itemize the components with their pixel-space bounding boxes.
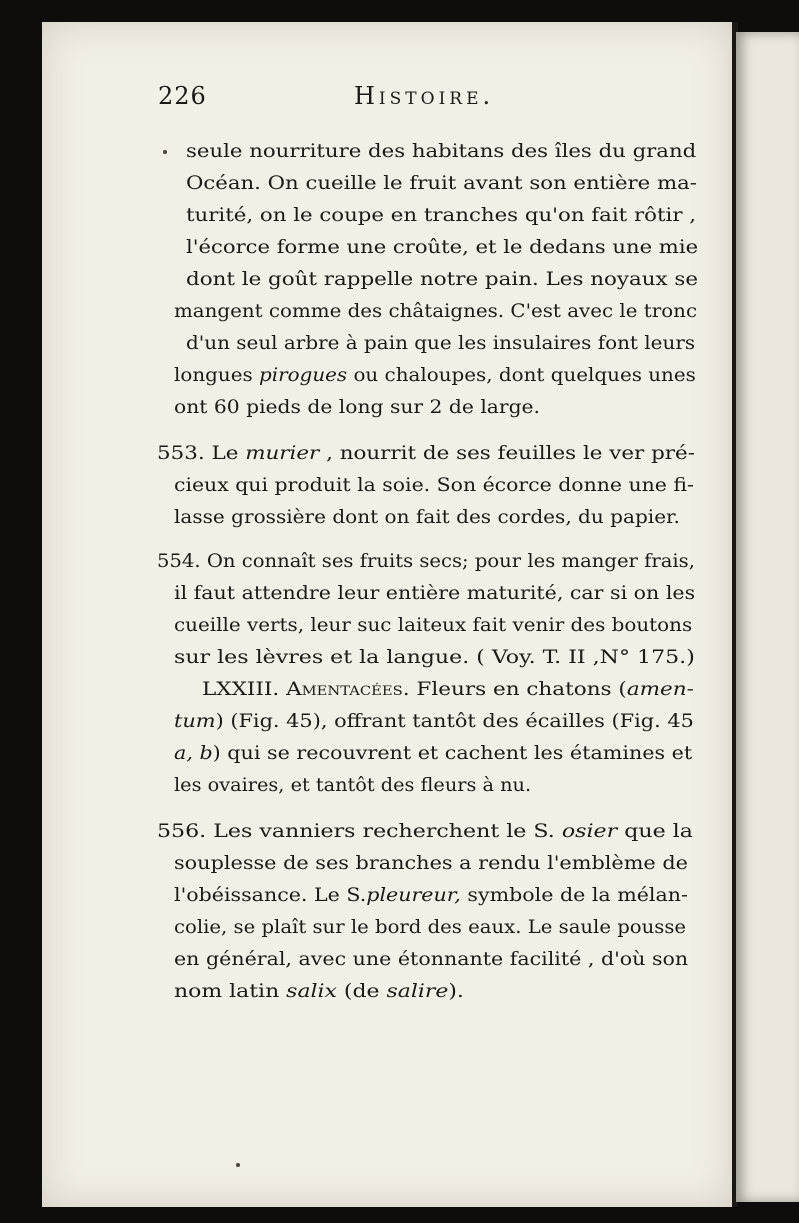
text-run: ont 60 pieds de long sur 2 de large. [174, 396, 541, 418]
text-run: sur les lèvres et la langue. ( Voy. T. II ,N° 175.) [174, 646, 695, 668]
text-run: mangent comme des châtaignes. C'est avec le tronc [174, 300, 698, 322]
italic-term: salix [286, 980, 337, 1002]
text-line [174, 398, 540, 417]
text-line [186, 334, 695, 353]
text-run: ). [448, 980, 464, 1002]
text-run: (de [336, 980, 387, 1002]
text-run: 553. Le [157, 442, 246, 464]
paper-speck [236, 1163, 240, 1167]
text-run: Océan. On cueille le fruit avant son entière ma- [186, 172, 697, 194]
text-line [174, 302, 697, 321]
italic-term: amen- [626, 678, 694, 700]
text-run: Fleurs en chatons ( [409, 678, 627, 700]
text-run: ) (Fig. 45), offrant tantôt des écailles (Fig. 45 [215, 710, 694, 732]
text-run: cueille verts, leur suc laiteux fait venir des boutons [174, 614, 693, 636]
text-run: l'écorce forme une croûte, et le dedans une mie [186, 236, 699, 258]
text-line [174, 886, 688, 905]
text-run: dont le goût rappelle notre pain. Les noyaux se [186, 268, 699, 290]
text-line [186, 206, 696, 225]
text-run: d'un seul arbre à pain que les insulaires font leurs [186, 332, 696, 354]
text-line [202, 680, 694, 699]
text-line [157, 444, 695, 463]
text-line [174, 712, 694, 731]
text-line [157, 822, 693, 841]
text-line [174, 476, 694, 495]
text-line [174, 508, 680, 527]
text-run: seule nourriture des habitans des îles du grand [186, 140, 697, 162]
italic-term: pirogues [259, 364, 348, 386]
text-run: lasse grossière dont on fait des cordes, du papier. [174, 506, 680, 528]
text-line [174, 918, 686, 937]
text-run: cieux qui produit la soie. Son écorce donne une fi- [174, 474, 694, 496]
text-line [174, 982, 464, 1001]
text-line [174, 648, 695, 667]
text-line [174, 744, 692, 763]
text-run: ) qui se recouvrent et cachent les étamines et [212, 742, 693, 764]
text-run: l'obéissance. Le S. [174, 884, 367, 906]
page-number: 226 [158, 82, 207, 110]
text-run: les ovaires, et tantôt des fleurs à nu. [174, 774, 532, 796]
text-run: il faut attendre leur entière maturité, car si on les [174, 582, 696, 604]
italic-term: murier [245, 442, 320, 464]
text-line [174, 366, 696, 385]
text-run: 554. On connaît ses fruits secs; pour les manger frais, [157, 550, 695, 572]
text-run: en général, avec une étonnante facilité , d'où son [174, 948, 689, 970]
italic-term: tum [174, 710, 216, 732]
italic-term: osier [561, 820, 618, 842]
text-run: nom latin [174, 980, 287, 1002]
text-run: , nourrit de ses feuilles le ver pré- [319, 442, 695, 464]
text-run: colie, se plaît sur le bord des eaux. Le saule pousse [174, 916, 687, 938]
text-run: LXXIII. [202, 678, 287, 700]
italic-term: salire [386, 980, 449, 1002]
text-run: longues [174, 364, 260, 386]
italic-term: a, b [174, 742, 213, 764]
running-header [158, 82, 495, 110]
text-run: symbole de la mélan- [460, 884, 688, 906]
text-line [174, 616, 692, 635]
text-line [174, 950, 688, 969]
text-line [174, 776, 531, 795]
text-run: que la [617, 820, 693, 842]
text-run: turité, on le coupe en tranches qu'on fait rôtir , [186, 204, 697, 226]
italic-term: pleureur, [366, 884, 461, 906]
text-line [174, 854, 688, 873]
text-line [174, 584, 695, 603]
text-run: ou chaloupes, dont quelques unes [347, 364, 696, 386]
text-line [186, 174, 697, 193]
text-run: 556. Les vanniers recherchent le S. [157, 820, 562, 842]
text-run: souplesse de ses branches a rendu l'emblème de [174, 852, 688, 874]
text-line [186, 270, 698, 289]
text-line [186, 142, 696, 161]
running-title: Histoire. [354, 82, 495, 110]
text-line [157, 552, 695, 571]
text-run: Amentacées. [286, 678, 410, 700]
paper-speck [163, 150, 167, 154]
facing-page-edge [736, 32, 799, 1202]
text-line [186, 238, 698, 257]
